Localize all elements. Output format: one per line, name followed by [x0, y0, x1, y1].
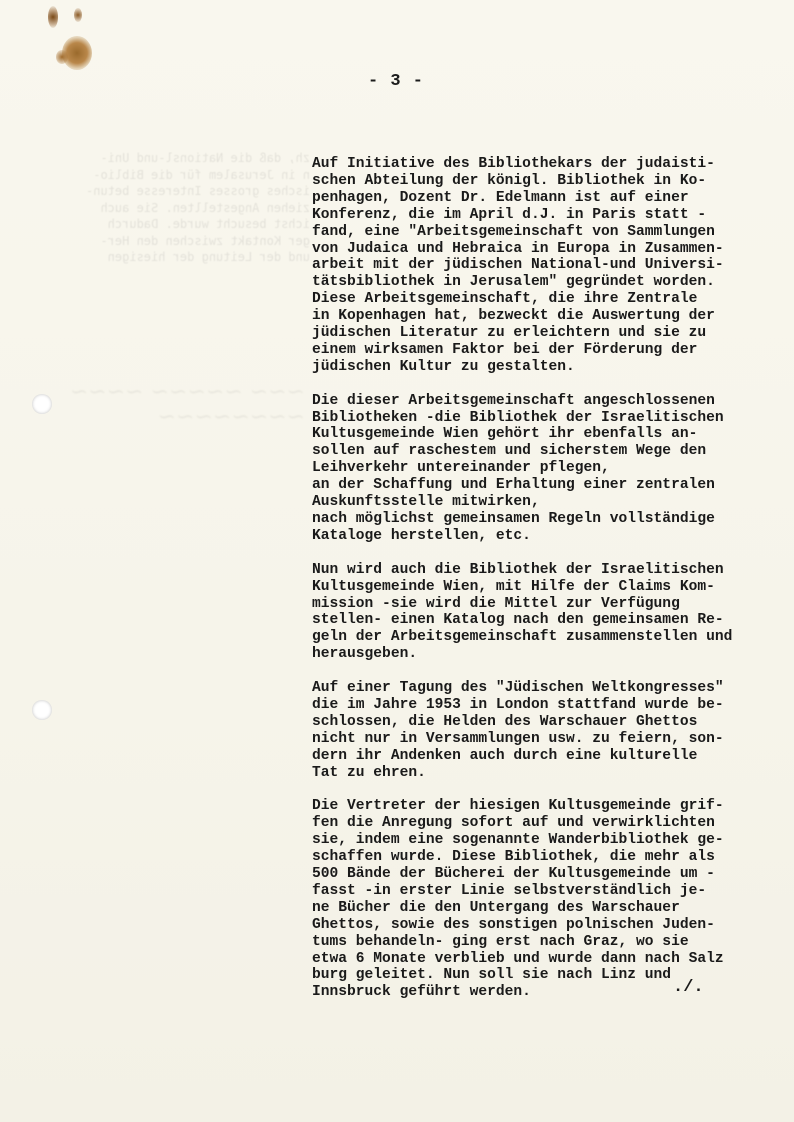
- rust-stain: [48, 6, 58, 28]
- text-line: burg geleitet. Nun soll sie nach Linz und: [312, 967, 672, 984]
- text-line: tätsbibliothek in Jerusalem" gegründet worden.: [312, 274, 715, 291]
- text-line: Innsbruck geführt werden.: [312, 984, 531, 1001]
- text-line: sollen auf raschestem und sicherstem Wege den: [312, 443, 707, 460]
- text-line: Ghettos, sowie des sonstigen polnischen Juden-: [312, 916, 715, 933]
- text-line: Kataloge herstellen, etc.: [312, 527, 531, 544]
- text-line: Bibliotheken -die Bibliothek der Israelitischen: [312, 409, 724, 426]
- text-line: geln der Arbeitsgemeinschaft zusammenstellen und: [312, 629, 733, 646]
- text-line: fen die Anregung sofort auf und verwirklichten: [312, 815, 715, 832]
- text-line: arbeit mit der jüdischen National-und Universi-: [312, 257, 724, 274]
- text-line: nach möglichst gemeinsamen Regeln vollständige: [312, 511, 715, 528]
- text-line: jüdischen Literatur zu erleichtern und sie zu: [312, 325, 707, 342]
- text-line: tums behandeln- ging erst nach Graz, wo sie: [312, 933, 689, 950]
- text-line: schaffen wurde. Diese Bibliothek, die mehr als: [312, 849, 715, 866]
- text-line: Kultusgemeinde Wien gehört ihr ebenfalls an-: [312, 426, 698, 443]
- text-line: ne Bücher die den Untergang des Warschauer: [312, 899, 680, 916]
- paragraph: [312, 562, 782, 663]
- rust-stain: [74, 8, 82, 22]
- paragraph: [312, 393, 782, 545]
- page-number: - 3 -: [368, 72, 425, 91]
- text-line: Leihverkehr untereinander pflegen,: [312, 460, 610, 477]
- text-line: jüdischen Kultur zu gestalten.: [312, 358, 575, 375]
- text-line: Die Vertreter der hiesigen Kultusgemeinde grif-: [312, 798, 724, 815]
- text-line: Kultusgemeinde Wien, mit Hilfe der Claims Kom-: [312, 578, 715, 595]
- text-line: mission -sie wird die Mittel zur Verfügung: [312, 595, 680, 612]
- text-line: Auskunftsstelle mitwirken,: [312, 494, 540, 511]
- text-line: schen Abteilung der königl. Bibliothek in Ko-: [312, 172, 707, 189]
- text-line: Nun wird auch die Bibliothek der Israelitischen: [312, 561, 724, 578]
- text-line: etwa 6 Monate verblieb und wurde dann nach Salz: [312, 950, 724, 967]
- typewritten-body: [312, 156, 782, 1018]
- punch-hole: [32, 700, 52, 720]
- text-line: die im Jahre 1953 in London stattfand wurde be-: [312, 696, 724, 713]
- text-line: Die dieser Arbeitsgemeinschaft angeschlossenen: [312, 392, 715, 409]
- text-line: nicht nur in Versammlungen usw. zu feiern, son-: [312, 730, 724, 747]
- text-line: einem wirksamen Faktor bei der Förderung der: [312, 341, 698, 358]
- text-line: 500 Bände der Bücherei der Kultusgemeinde um -: [312, 866, 715, 882]
- paragraph: [312, 798, 782, 1001]
- text-line: Diese Arbeitsgemeinschaft, die ihre Zentrale: [312, 291, 698, 308]
- text-line: sie, indem eine sogenannte Wanderbibliothek ge-: [312, 832, 724, 849]
- continuation-mark: ./.: [673, 978, 704, 997]
- paragraph: [312, 156, 782, 376]
- text-line: fasst -in erster Linie selbstverständlich je-: [312, 882, 707, 899]
- text-line: dern ihr Andenken auch durch eine kulturelle: [312, 747, 698, 764]
- text-line: stellen- einen Katalog nach den gemeinsamen Re-: [312, 612, 724, 629]
- text-line: von Judaica und Hebraica in Europa in Zusammen-: [312, 240, 724, 257]
- text-line: in Kopenhagen hat, bezweckt die Auswertung der: [312, 308, 715, 325]
- text-line: schlossen, die Helden des Warschauer Ghettos: [312, 713, 698, 730]
- text-line: penhagen, Dozent Dr. Edelmann ist auf einer: [312, 189, 689, 206]
- text-line: Auf Initiative des Bibliothekars der judaisti-: [312, 156, 715, 172]
- text-line: fand, eine "Arbeitsgemeinschaft von Sammlungen: [312, 223, 715, 240]
- text-line: Auf einer Tagung des "Jüdischen Weltkongresses": [312, 680, 724, 697]
- bleed-through-handwriting: ~~~ ~~~~~ ~~~~ ~~~~~~~~: [69, 380, 305, 430]
- text-line: herausgeben.: [312, 646, 418, 663]
- text-line: Tat zu ehren.: [312, 764, 426, 781]
- rust-stain: [56, 50, 68, 64]
- text-line: Konferenz, die im April d.J. in Paris statt -: [312, 206, 707, 223]
- paragraph: [312, 680, 782, 781]
- text-line: an der Schaffung und Erhaltung einer zentralen: [312, 477, 715, 494]
- bleed-through-text: zh, daß die Nationsl-und Uni- n in Jerusalem für die Biblio- isches grosses Interesse betun- ziehen Angestellten. Sie auch ichst besucht wurde. Dadurch ger Kontakt zwischen den Her- und der Leitung der hiesigen: [86, 151, 310, 264]
